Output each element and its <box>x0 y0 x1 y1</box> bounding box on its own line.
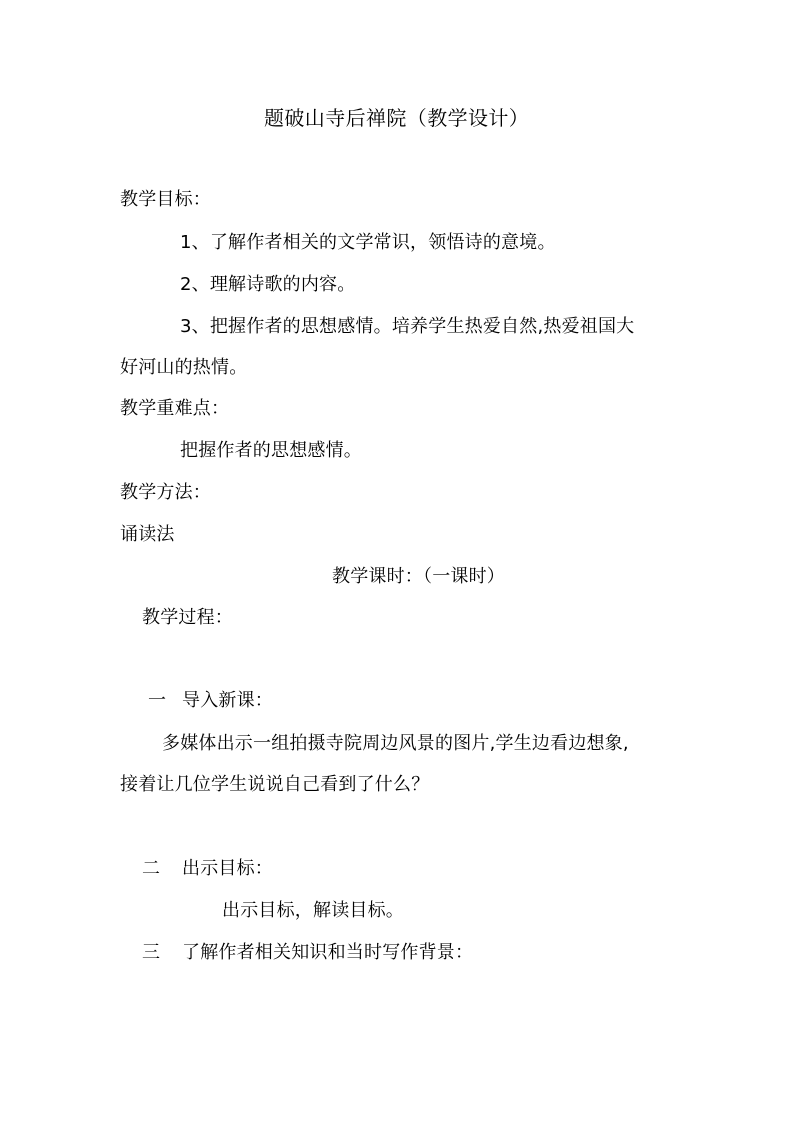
step-1-title: 导入新课： <box>182 690 273 711</box>
step-1-content-line-2: 接着让几位学生说说自己看到了什么？ <box>120 774 430 795</box>
step-2-title: 出示目标： <box>182 858 273 879</box>
document-title: 题破山寺后禅院（教学设计） <box>264 106 530 130</box>
step-3-label: 三 <box>142 942 161 963</box>
step-2-content: 出示目标，解读目标。 <box>222 900 404 921</box>
key-points-content: 把握作者的思想感情。 <box>180 440 362 461</box>
process-heading: 教学过程： <box>142 607 233 628</box>
step-3-title: 了解作者相关知识和当时写作背景： <box>182 942 474 963</box>
step-2-label: 二 <box>142 858 161 879</box>
methods-content: 诵读法 <box>120 524 175 545</box>
objective-item-2: 2、理解诗歌的内容。 <box>180 274 356 295</box>
methods-heading: 教学方法： <box>120 482 211 503</box>
objectives-heading: 教学目标： <box>120 189 211 210</box>
key-points-heading: 教学重难点： <box>120 398 230 419</box>
objective-item-3-line-2: 好河山的热情。 <box>120 357 248 378</box>
objective-item-1: 1、了解作者相关的文学常识，领悟诗的意境。 <box>180 232 556 253</box>
step-1-content-line-1: 多媒体出示一组拍摄寺院周边风景的图片,学生边看边想象, <box>162 733 629 754</box>
class-hours: 教学课时：（一课时） <box>332 566 505 587</box>
objective-item-3-line-1: 3、把握作者的思想感情。培养学生热爱自然,热爱祖国大 <box>180 316 635 337</box>
step-1-label: 一 <box>148 690 167 711</box>
